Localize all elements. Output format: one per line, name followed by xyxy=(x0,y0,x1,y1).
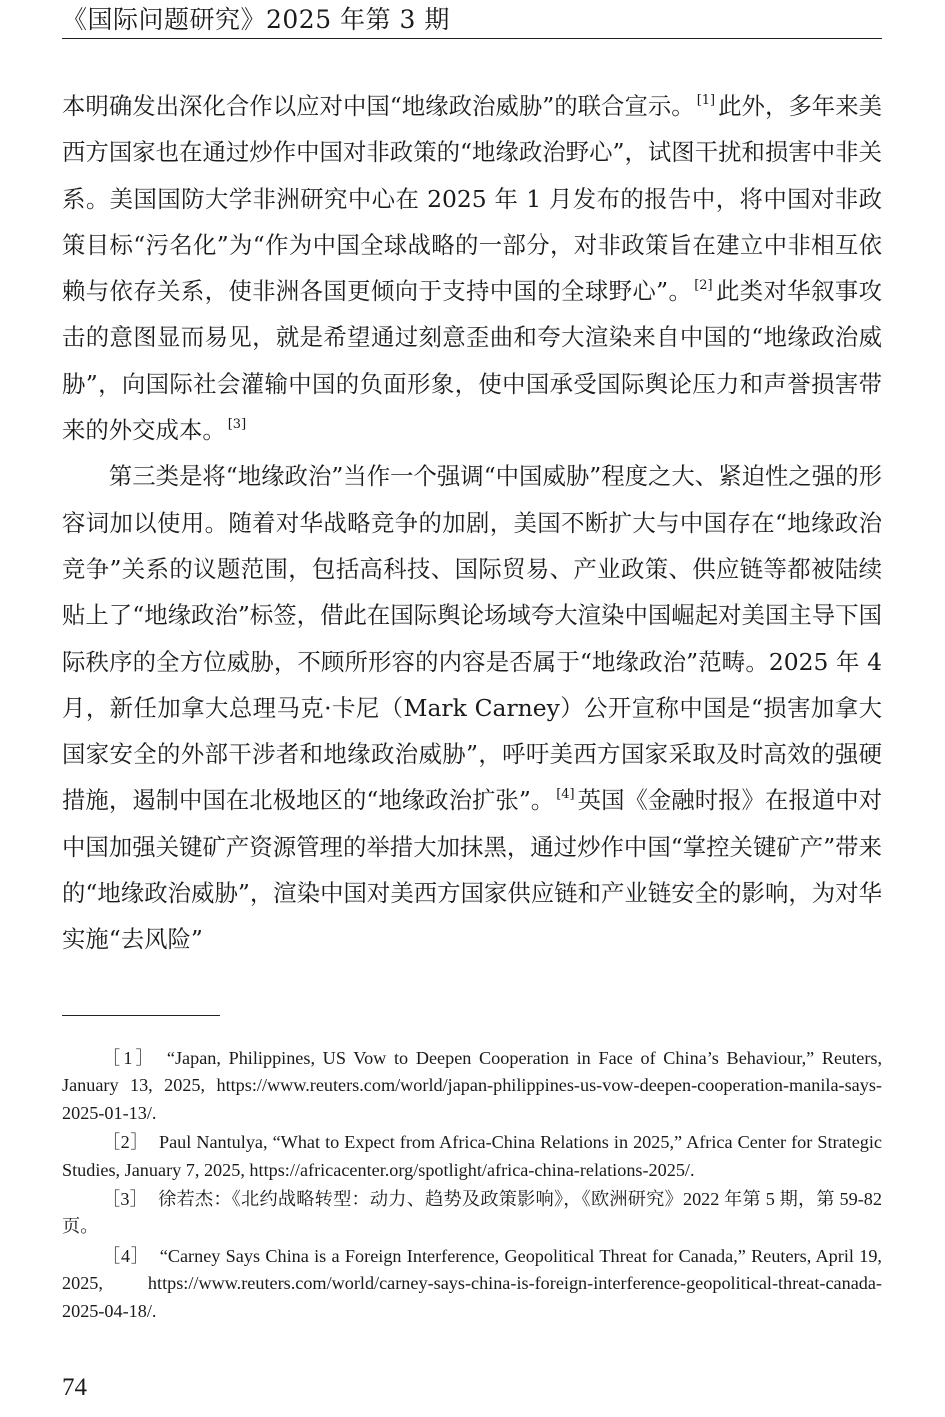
footnote-number: ［2］ xyxy=(102,1132,149,1153)
body-text xyxy=(62,83,882,963)
footnote-text: “Japan, Philippines, US Vow to Deepen Cooperation in Face of China’s Behaviour,” Reuters, January 13, 2025, https://www.reuters.com/world/japan-philippines-us-vow-deepen-cooperation-manila-says-2025-01-13/. xyxy=(62,1048,882,1123)
footnote-rule xyxy=(62,1015,220,1016)
footnote-number: ［3］ xyxy=(102,1189,149,1210)
paragraph-1-text-c: 此类对华叙事攻击的意图显而易见，就是希望通过刻意歪曲和夸大渲染来自中国的“地缘政治威胁”，向国际社会灌输中国的负面形象，使中国承受国际舆论压力和声誉损害带来的外交成本。 xyxy=(62,277,882,445)
paragraph-1-text-a: 本明确发出深化合作以应对中国“地缘政治威胁”的联合宣示。 xyxy=(62,92,695,120)
paragraph-1 xyxy=(62,83,882,453)
footnote-ref-1[interactable]: [1] xyxy=(696,93,716,108)
footnote-number: ［1］ xyxy=(102,1048,157,1068)
running-header: 《国际问题研究》2025 年第 3 期 xyxy=(62,5,450,34)
footnote-text: 徐若杰：《北约战略转型：动力、趋势及政策影响》，《欧洲研究》2022 年第 5 期，第 59-82 页。 xyxy=(62,1189,882,1237)
footnote-ref-2[interactable]: [2] xyxy=(694,278,713,294)
page-number: 74 xyxy=(62,1374,87,1401)
footnote-3 xyxy=(62,1186,882,1241)
paragraph-2-text-a: 第三类是将“地缘政治”当作一个强调“中国威胁”程度之大、紧迫性之强的形容词加以使用。随着对华战略竞争的加剧，美国不断扩大与中国存在“地缘政治竞争”关系的议题范围，包括高科技、国际贸易、产业政策、供应链等都被陆续贴上了“地缘政治”标签，借此在国际舆论场域夸大渲染中国崛起对美国主导下国际秩序的全方位威胁，不顾所形容的内容是否属于“地缘政治”范畴。2025 年 4 月，新任加拿大总理马克·卡尼（Mark Carney）公开宣称中国是“损害加拿大国家安全的外部干涉者和地缘政治威胁”，呼吁美西方国家采取及时高效的强硬措施，遏制中国在北极地区的“地缘政治扩张”。 xyxy=(62,462,882,815)
footnote-1 xyxy=(62,1045,882,1127)
footnote-text: Paul Nantulya, “What to Expect from Africa-China Relations in 2025,” Africa Center for Strategic Studies, January 7, 2025, https://africacenter.org/spotlight/africa-china-relations-2025/. xyxy=(62,1132,882,1180)
paragraph-2 xyxy=(62,453,882,962)
footnote-number: ［4］ xyxy=(102,1245,150,1266)
footnote-text: “Carney Says China is a Foreign Interference, Geopolitical Threat for Canada,” Reuters, April 19, 2025, https://www.reuters.com/world/carney-says-china-is-foreign-interference-geopolitical-threat-canada-2025-04-18/. xyxy=(62,1245,882,1321)
footnotes xyxy=(62,1045,882,1325)
paragraph-2-text-b: 英国《金融时报》在报道中对中国加强关键矿产资源管理的举措大加抹黑，通过炒作中国“掌控关键矿产”带来的“地缘政治威胁”，渲染中国对美西方国家供应链和产业链安全的影响，为对华实施“去风险” xyxy=(62,786,883,954)
header-rule xyxy=(62,38,882,39)
footnote-ref-3[interactable]: [3] xyxy=(227,417,247,433)
footnote-2 xyxy=(62,1129,882,1184)
footnote-ref-4[interactable]: [4] xyxy=(556,787,575,803)
footnote-4 xyxy=(62,1243,882,1325)
paragraph-1-text-b: 此外，多年来美西方国家也在通过炒作中国对非政策的“地缘政治野心”，试图干扰和损害中非关系。美国国防大学非洲研究中心在 2025 年 1 月发布的报告中，将中国对非政策目标“污名化”为“作为中国全球战略的一部分，对非政策旨在建立中非相互依赖与依存关系，使非洲各国更倾向于支持中国的全球野心”。 xyxy=(62,92,882,306)
